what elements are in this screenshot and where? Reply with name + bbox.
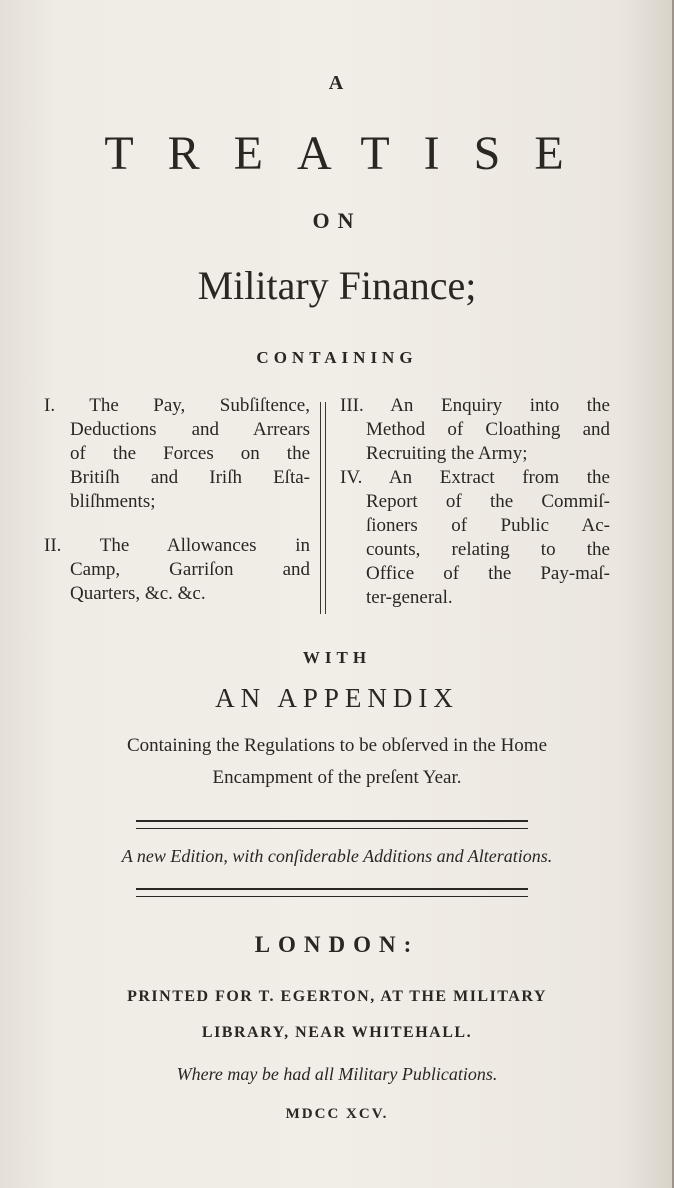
double-rule-bottom xyxy=(136,888,528,897)
contents-section xyxy=(44,394,616,622)
contents-left-column xyxy=(44,394,310,626)
imprint-date: MDCC XCV. xyxy=(285,1106,389,1122)
title-on: ON xyxy=(312,208,362,233)
contents-entry-4 xyxy=(340,466,610,610)
appendix-line: Containing the Regulations to be obſerved in the Home xyxy=(126,735,548,756)
contents-line: Office of the Pay-maſ- xyxy=(366,563,610,584)
containing-heading: CONTAINING xyxy=(256,348,418,367)
contents-line: counts, relating to the xyxy=(366,539,610,560)
contents-line: IV. An Extract from the xyxy=(340,467,610,488)
contents-line: Report of the Commiſ- xyxy=(366,491,610,512)
appendix-description xyxy=(0,730,674,794)
contents-line: Deductions and Arrears xyxy=(70,419,310,440)
contents-entry-1 xyxy=(44,394,310,514)
book-subject: Military Finance; xyxy=(197,263,477,308)
with-heading: WITH xyxy=(302,648,372,667)
imprint-printer-line1: PRINTED FOR T. EGERTON, AT THE MILITARY xyxy=(127,988,547,1005)
contents-right-column xyxy=(340,394,610,630)
imprint-city: LONDON: xyxy=(254,932,420,957)
contents-line: Quarters, &c. &c. xyxy=(70,583,206,604)
appendix-line: Encampment of the preſent Year. xyxy=(212,767,462,788)
contents-line: III. An Enquiry into the xyxy=(340,395,610,416)
contents-line: of the Forces on the xyxy=(70,443,310,464)
column-divider xyxy=(320,402,326,614)
appendix-heading: AN APPENDIX xyxy=(215,683,459,713)
imprint-printer-line2: LIBRARY, NEAR WHITEHALL. xyxy=(201,1024,473,1041)
double-rule-top xyxy=(136,820,528,829)
contents-line: Recruiting the Army; xyxy=(366,443,528,464)
contents-line: Britiſh and Iriſh Eſta- xyxy=(70,467,310,488)
contents-line: bliſhments; xyxy=(70,491,156,512)
contents-line: Method of Cloathing and xyxy=(366,419,610,440)
title-article: A xyxy=(328,72,346,94)
contents-line: Camp, Garriſon and xyxy=(70,559,310,580)
contents-line: ſioners of Public Ac- xyxy=(366,515,610,536)
imprint-where-note: Where may be had all Military Publications. xyxy=(176,1064,498,1084)
contents-line: I. The Pay, Subſiſtence, xyxy=(44,395,310,416)
contents-entry-2 xyxy=(44,534,310,606)
book-title: TREATISE xyxy=(104,127,598,180)
contents-line: II. The Allowances in xyxy=(44,535,310,556)
edition-note: A new Edition, with conſiderable Additions and Alterations. xyxy=(121,846,553,866)
contents-line: ter-general. xyxy=(366,587,453,608)
contents-entry-3 xyxy=(340,394,610,466)
